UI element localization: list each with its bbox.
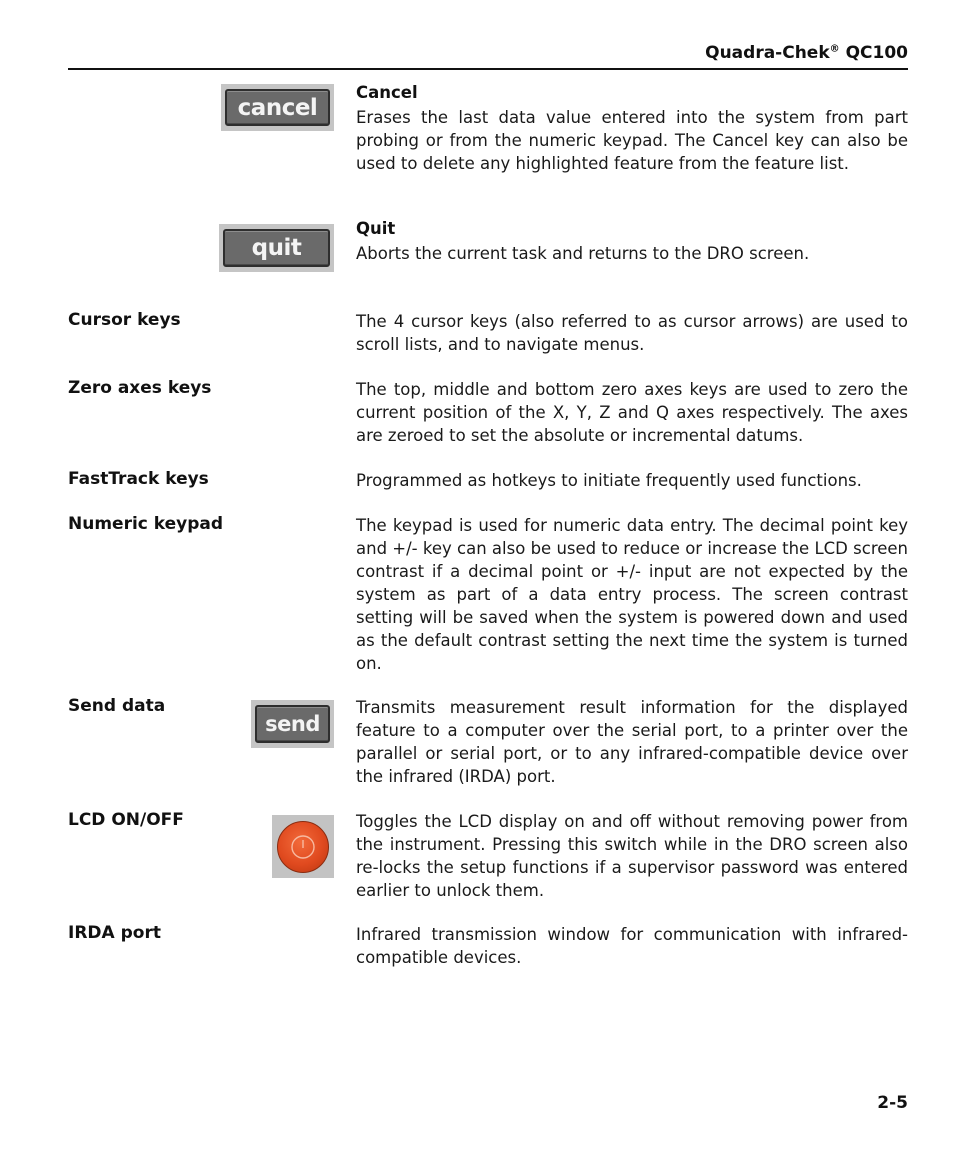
send-key-face [255,705,330,743]
zero-axes-keys-label: Zero axes keys [68,378,212,398]
numeric-keypad-label: Numeric keypad [68,514,224,534]
zero-axes-keys-description: The top, middle and bottom zero axes keys are used to zero the current position of the X, Y, Z and Q axes respectively. The axes are zeroed to set the absolute or incremental datums. [356,380,908,445]
page-number: 2-5 [877,1093,908,1113]
quit-description: Aborts the current task and returns to the DRO screen. [356,244,810,263]
cancel-title: Cancel [356,83,418,102]
cancel-key-face [225,89,330,126]
quit-key-label: quit [251,235,302,261]
power-icon [288,832,318,862]
fasttrack-keys-label: FastTrack keys [68,469,209,489]
lcd-power-button-image [272,815,334,878]
irda-port-label: IRDA port [68,923,161,943]
send-data-label: Send data [68,696,166,716]
lcd-on-off-description: Toggles the LCD display on and off without removing power from the instrument. Pressing this switch while in the DRO screen also re-locks the setup functions if a supervisor password was entered earlier to unlock them. [356,812,908,900]
send-key-label: send [265,712,320,736]
power-button-face [277,821,329,873]
cancel-key-image [221,84,334,131]
quit-key-face [223,229,330,267]
cancel-key-label: cancel [237,94,318,121]
cursor-keys-label: Cursor keys [68,310,181,330]
cancel-description: Erases the last data value entered into the system from part probing or from the numeric keypad. The Cancel key can also be used to delete any highlighted feature from the feature list. [356,108,908,173]
product-model: QC100 [845,43,908,63]
registered-mark: ® [829,43,840,55]
quit-key-image [219,224,334,272]
lcd-on-off-label: LCD ON/OFF [68,810,184,830]
page-header-title [705,43,908,63]
cursor-keys-description: The 4 cursor keys (also referred to as cursor arrows) are used to scroll lists, and to navigate menus. [356,312,908,354]
quit-title: Quit [356,219,396,238]
send-key-image [251,700,334,748]
irda-port-description: Infrared transmission window for communication with infrared-compatible devices. [356,925,908,967]
product-name: Quadra-Chek [705,43,830,63]
header-divider [68,68,908,70]
numeric-keypad-description: The keypad is used for numeric data entry. The decimal point key and +/- key can also be used to reduce or increase the LCD screen contrast if a decimal point or +/- input are not expected by the system as part of a data entry process. The screen contrast setting will be saved when the system is powered down and used as the default contrast setting the next time the system is turned on. [356,516,908,673]
send-data-description: Transmits measurement result information for the displayed feature to a computer over the serial port, to a printer over the parallel or serial port, or to any infrared-compatible device over the infrared (IRDA) port. [356,698,908,786]
fasttrack-keys-description: Programmed as hotkeys to initiate frequently used functions. [356,471,862,490]
